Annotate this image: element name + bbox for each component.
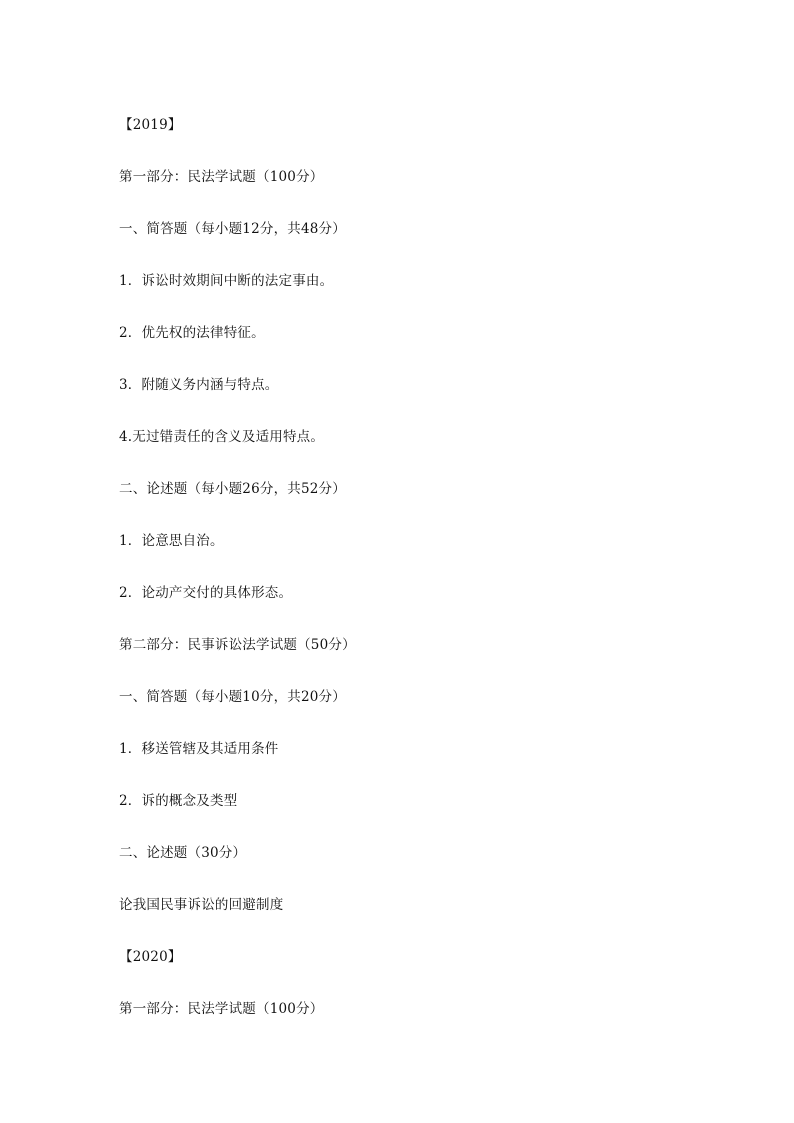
question-item: 2．论动产交付的具体形态。 xyxy=(119,585,293,601)
question-item: 1．移送管辖及其适用条件 xyxy=(119,741,279,757)
question-item: 3．附随义务内涵与特点。 xyxy=(119,377,279,393)
question-item: 2．诉的概念及类型 xyxy=(119,793,238,809)
section-heading: 二、论述题（30分） xyxy=(119,845,247,861)
question-item: 4.无过错责任的含义及适用特点。 xyxy=(119,429,325,445)
part-heading: 第一部分：民法学试题（100分） xyxy=(119,1001,324,1017)
question-item: 2．优先权的法律特征。 xyxy=(119,325,265,341)
section-heading: 一、简答题（每小题10分，共20分） xyxy=(119,689,346,705)
question-item: 1．论意思自治。 xyxy=(119,533,224,549)
question-item: 论我国民事诉讼的回避制度 xyxy=(119,897,284,913)
section-heading: 一、简答题（每小题12分，共48分） xyxy=(119,221,346,237)
question-item: 1．诉讼时效期间中断的法定事由。 xyxy=(119,273,334,289)
part-heading: 第二部分：民事诉讼法学试题（50分） xyxy=(119,637,356,653)
document-body xyxy=(119,116,719,1052)
year-heading-2020: 【2020】 xyxy=(119,949,182,965)
section-heading: 二、论述题（每小题26分，共52分） xyxy=(119,481,346,497)
year-heading-2019: 【2019】 xyxy=(119,117,182,133)
part-heading: 第一部分：民法学试题（100分） xyxy=(119,169,324,185)
